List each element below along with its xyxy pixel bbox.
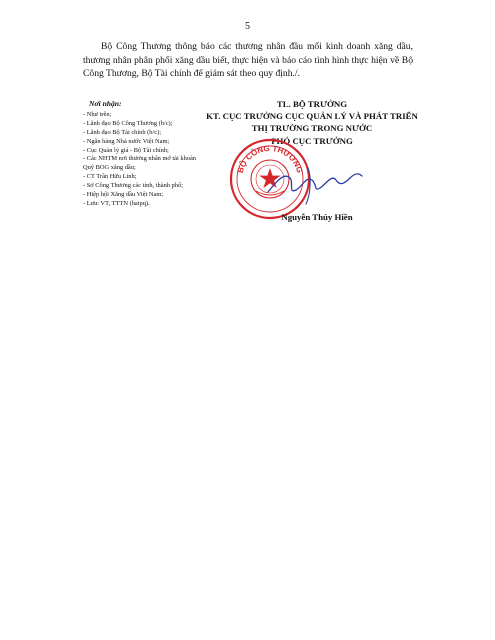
recipient-item: - Lãnh đạo Bộ Tài chính (b/c); (83, 128, 161, 136)
recipient-item: - Như trên; (83, 110, 112, 118)
recipients-block (83, 100, 201, 209)
recipient-item: - Lưu: VT, TTTN (haipq). (83, 199, 150, 207)
recipient-item: - Hiệp hội Xăng dầu Việt Nam; (83, 191, 164, 199)
signer-title-2: KT. CỤC TRƯỞNG CỤC QUẢN LÝ VÀ PHÁT TRIỂN (206, 111, 418, 122)
recipient-item: - Ngân hàng Nhà nước Việt Nam; (83, 137, 170, 145)
body-paragraph-text: Bộ Công Thương thông báo các thương nhân đầu mối kinh doanh xăng dầu, thương nhân phân phối xăng dầu biết, thực hiện và báo cáo tình hình thực hiện về Bộ Công Thương, Bộ Tài chính để giám sát theo quy định./. (83, 41, 413, 79)
recipient-item: - CT Trần Hữu Linh; (83, 173, 137, 181)
signer-name: Nguyễn Thúy Hiền (281, 212, 353, 222)
recipient-item: - Sở Công Thương các tỉnh, thành phố; (83, 182, 183, 190)
body-paragraph (83, 40, 413, 81)
page-number: 5 (245, 21, 250, 32)
recipient-item: - Lãnh đạo Bộ Công Thương (b/c); (83, 119, 173, 127)
recipient-item: - Các NHTM nơi thương nhân mở tài khoản Quỹ BOG xăng dầu; (83, 155, 196, 172)
signer-title-3: THỊ TRƯỜNG TRONG NƯỚC (251, 123, 373, 134)
signer-title-1: TL. BỘ TRƯỞNG (276, 99, 348, 109)
seal-text: BỘ CÔNG THƯƠNG (235, 143, 305, 175)
recipients-heading: Nơi nhận: (89, 99, 122, 108)
signer-title-4: PHÓ CỤC TRƯỞNG (271, 135, 353, 146)
signature-icon (262, 160, 372, 208)
recipient-item: - Cục Quản lý giá - Bộ Tài chính; (83, 146, 169, 154)
